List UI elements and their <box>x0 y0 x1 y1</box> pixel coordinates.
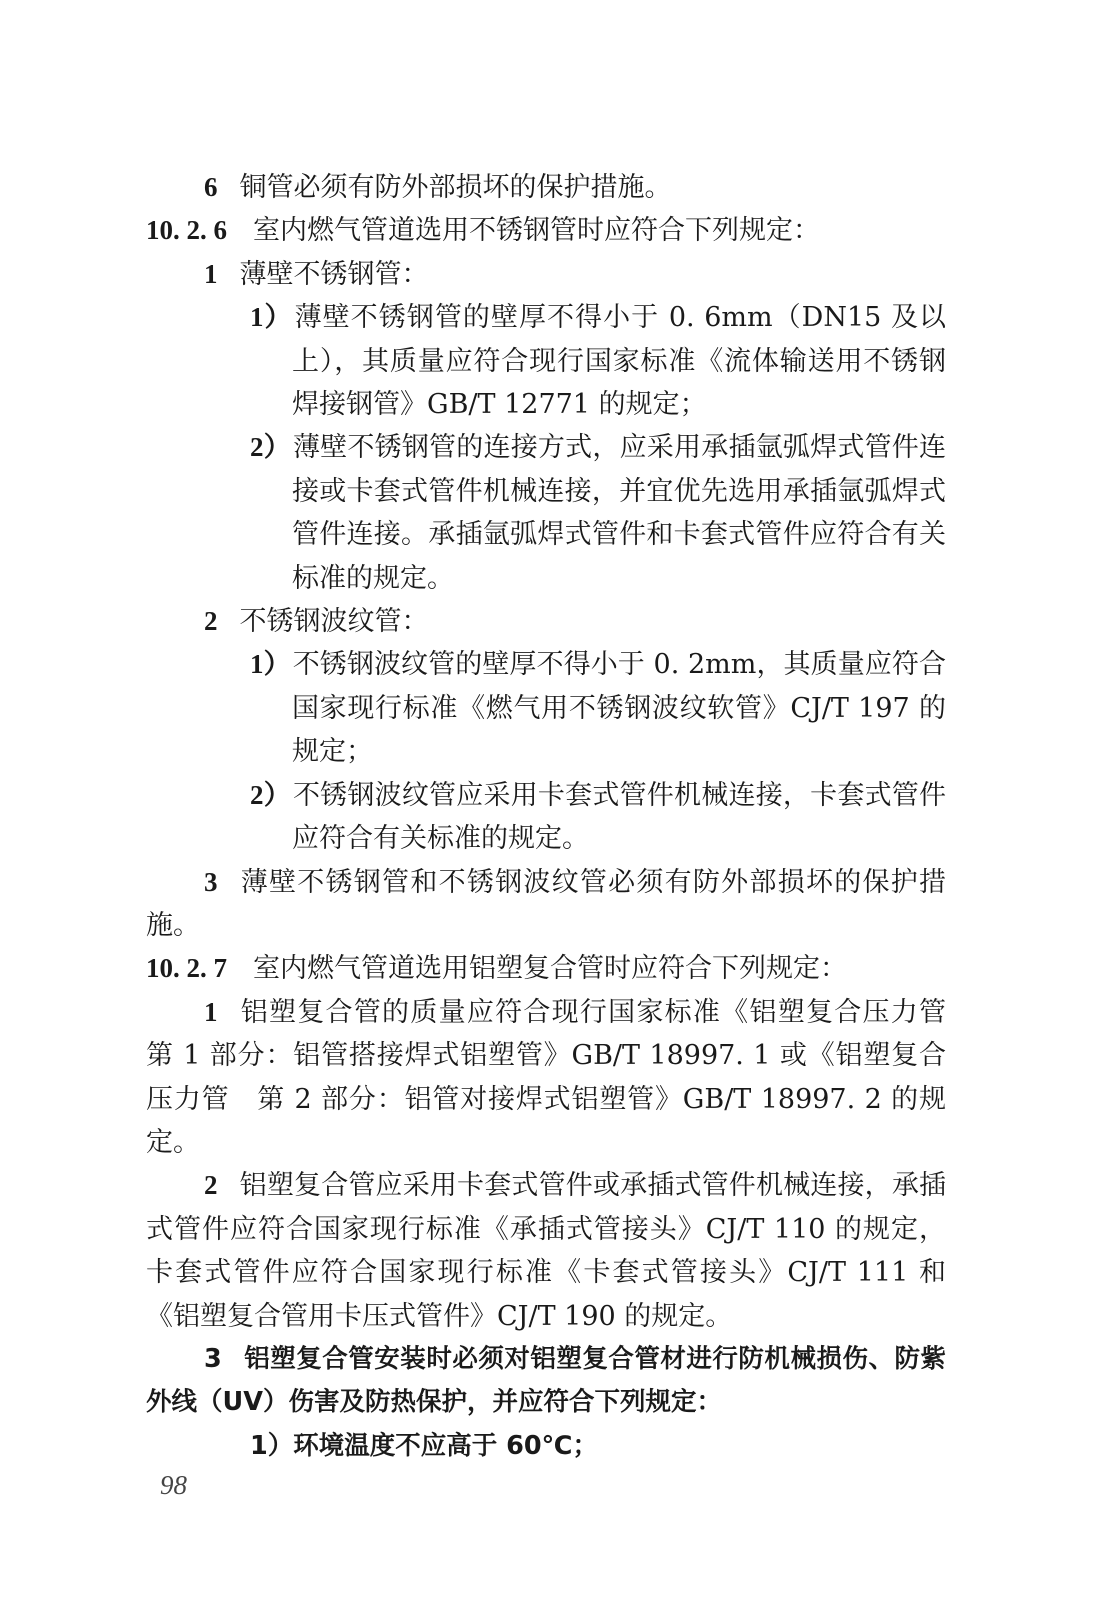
item-text: 薄壁不锈钢管： <box>239 258 429 290</box>
item-number: 3 <box>204 866 218 897</box>
item-2 <box>146 600 946 643</box>
item-1 <box>146 253 946 296</box>
subitem-number: 1） <box>250 302 293 333</box>
item-text: 铝塑复合管的质量应符合现行国家标准《铝塑复合压力管 第 1 部分：铝管搭接焊式铝塑管》GB/T 18997. 1 或《铝塑复合压力管 第 2 部分：铝管对接焊式铝塑管》GB/T 18997. 2 的规定。 <box>146 996 973 1158</box>
item-2-paragraph <box>146 1164 946 1338</box>
item-3-paragraph <box>146 861 946 948</box>
page-number: 98 <box>160 1470 187 1500</box>
subitem-number: 2） <box>250 779 291 810</box>
subitem-text: 薄壁不锈钢管的连接方式，应采用承插氩弧焊式管件连接或卡套式管件机械连接，并宜优先选用承插氩弧焊式管件连接。承插氩弧焊式管件和卡套式管件应符合有关标准的规定。 <box>292 432 947 594</box>
subitem <box>146 774 946 861</box>
item-text: 铝塑复合管应采用卡套式管件或承插式管件机械连接，承插式管件应符合国家现行标准《承插式管接头》CJ/T 110 的规定，卡套式管件应符合国家现行标准《卡套式管接头》CJ/T 111 和《铝塑复合管用卡压式管件》CJ/T 190 的规定。 <box>146 1170 946 1332</box>
item-number: 3 <box>204 1343 222 1374</box>
subitem-number: 1） <box>250 649 291 680</box>
bold-subitem <box>146 1425 946 1468</box>
clause-number: 10. 2. 6 <box>146 215 227 246</box>
clause-number: 10. 2. 7 <box>146 953 227 984</box>
item-number: 1 <box>204 996 218 1027</box>
subitem <box>146 643 946 773</box>
clause-10-2-7 <box>146 947 946 990</box>
subitem-text: 环境温度不应高于 60℃； <box>293 1430 598 1461</box>
item-text: 铜管必须有防外部损坏的保护措施。 <box>239 172 672 203</box>
item-number: 6 <box>204 172 218 202</box>
item-6 <box>146 166 946 209</box>
item-text: 薄壁不锈钢管和不锈钢波纹管必须有防外部损坏的保护措施。 <box>146 866 946 941</box>
subitem-text: 薄壁不锈钢管的壁厚不得小于 0. 6mm（DN15 及以上），其质量应符合现行国家标准《流体输送用不锈钢焊接钢管》GB/T 12771 的规定； <box>292 302 946 421</box>
body-text <box>146 166 973 1468</box>
item-number: 2 <box>204 606 218 637</box>
item-text: 铝塑复合管安装时必须对铝塑复合管材进行防机械损伤、防紫外线（UV）伤害及防热保护，并应符合下列规定： <box>146 1343 946 1418</box>
item-number: 1 <box>204 258 218 289</box>
subitem-text: 不锈钢波纹管应采用卡套式管件机械连接，卡套式管件应符合有关标准的规定。 <box>292 779 947 855</box>
clause-text: 室内燃气管道选用铝塑复合管时应符合下列规定： <box>253 953 847 985</box>
clause-10-2-6 <box>146 209 946 252</box>
subitem <box>146 426 946 600</box>
item-number: 2 <box>204 1170 218 1201</box>
subitem <box>146 296 946 426</box>
clause-text: 室内燃气管道选用不锈钢管时应符合下列规定： <box>253 215 820 247</box>
subitem-number: 2） <box>250 432 291 463</box>
item-text: 不锈钢波纹管： <box>239 606 429 638</box>
subitem-number: 1） <box>250 1430 294 1461</box>
subitem-text: 不锈钢波纹管的壁厚不得小于 0. 2mm，其质量应符合国家现行标准《燃气用不锈钢波纹软管》CJ/T 197 的规定； <box>292 649 947 768</box>
item-1-paragraph <box>146 991 973 1165</box>
bold-item-3-paragraph <box>146 1338 946 1425</box>
